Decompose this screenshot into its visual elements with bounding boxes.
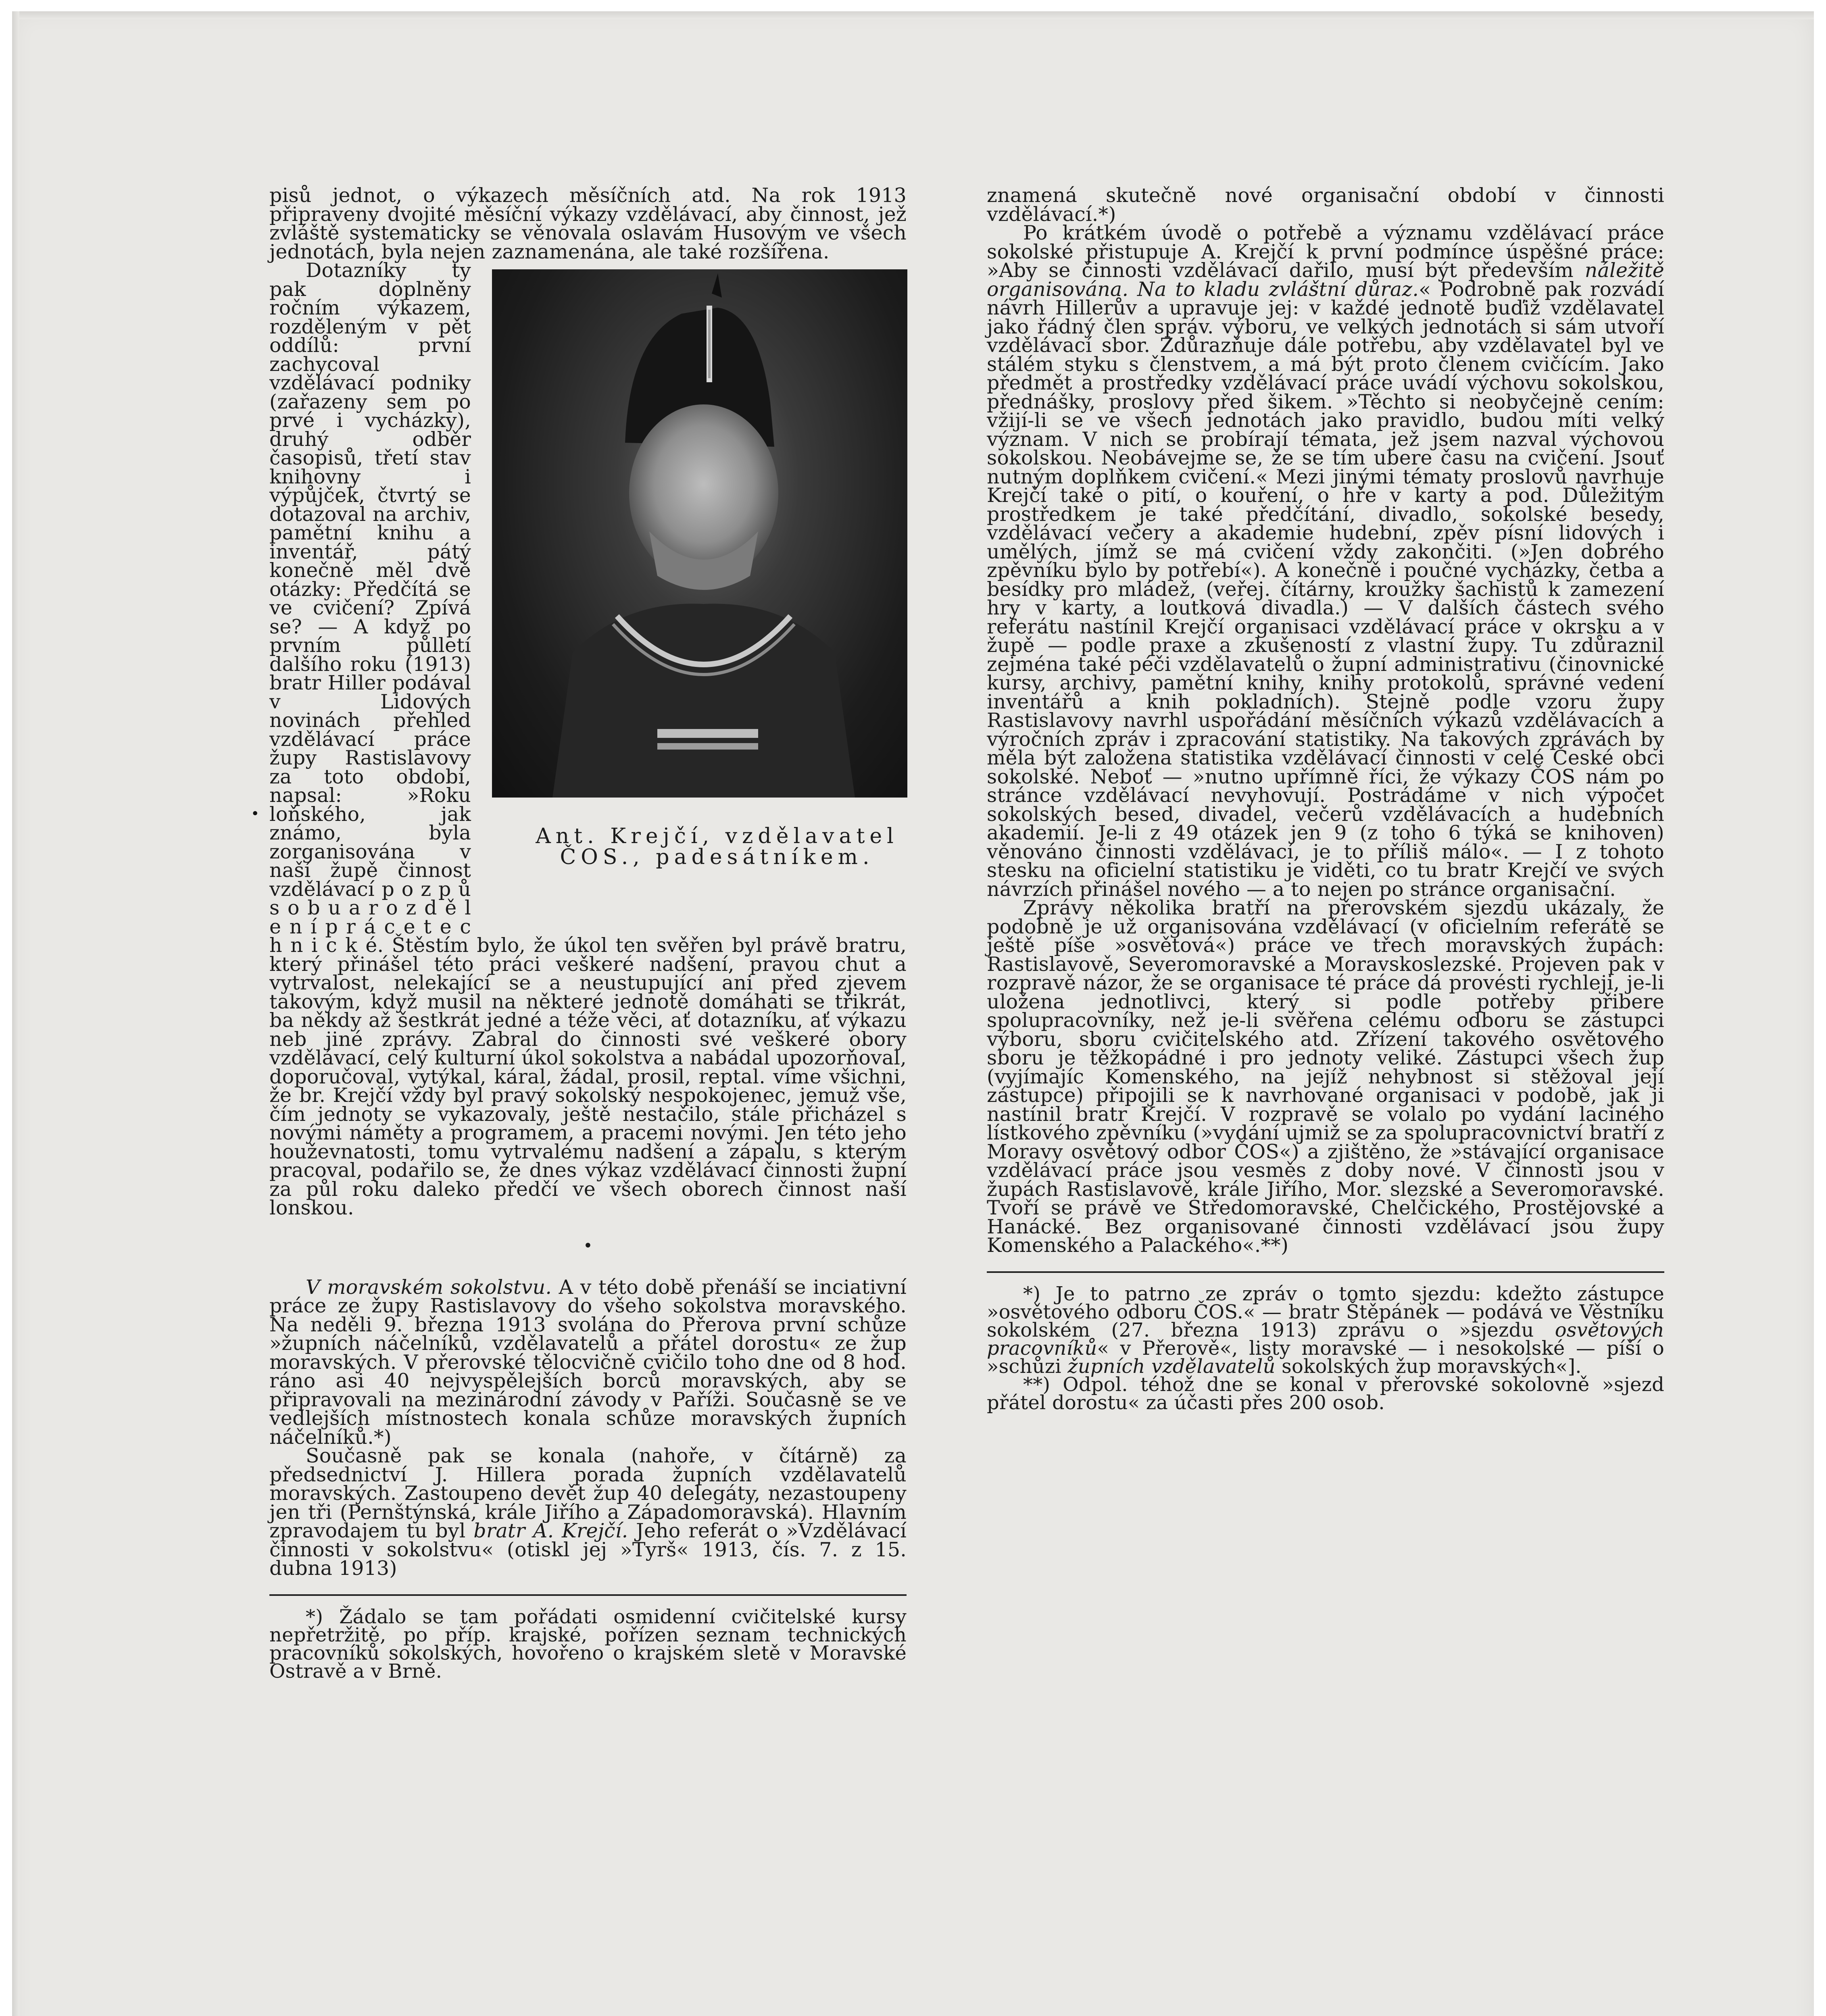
section-heading-moravia: V moravském sokolstvu. xyxy=(306,1275,552,1299)
left-footnotes xyxy=(269,1605,907,1683)
portrait-photo xyxy=(492,269,907,798)
margin-bullet: • xyxy=(251,806,260,822)
left-paragraph-3-text: A v této době přenáší se inciativní práce ze župy Rastislavovy do všeho sokolstva moravského. Na neděli 9. března 1913 svolána do Přerova první schůze »župních náčelníků, vzdělavatelů a přátel dorostu« ze žup moravských. V přerovské tělocvičně cvičilo toho dne od 8 hod. ráno asi 40 nejvyspělejších borců moravských, aby se připravovali na mezinárodní závody v Paříži. Současně se ve vedlejších místnostech konala schůze moravských župních náčelníků.*) xyxy=(269,1275,907,1449)
left-paragraph-2 xyxy=(269,261,907,1218)
right-column xyxy=(987,186,1664,1412)
section-separator: • xyxy=(583,1236,593,1255)
right-paragraph-2-text-a: Po krátkém úvodě o potřebě a významu vzdělávací práce sokolské přistupuje A. Krejčí k první podmínce úspěšné práce: »Aby se činnosti vzdělávací dařilo, musí být především xyxy=(987,221,1664,282)
left-column xyxy=(269,186,907,1681)
footnote-rule-left xyxy=(269,1594,907,1596)
left-paragraph-3 xyxy=(269,1275,907,1449)
portrait-illustration xyxy=(492,269,907,798)
right-footnote-2: **) Odpol. téhož dne se konal v přerovské sokolovně »sjezd přátel dorostu« za účasti přes 200 osob. xyxy=(987,1373,1664,1414)
right-paragraph-2-text-b: « Podrobně pak rozvádí návrh Hillerův a upravuje jej: v každé jednotě buďiž vzdělavatel jako řádný člen správ. výboru, ve velkých jednotách si sám utvoří vzdělávací sbor. Zdůrazňuje dále potřebu, aby vzdělavatel byl ve stálém styku s členstvem, a má být proto členem cvičícím. Jako předmět a prostředky vzdělávací práce uvádí výchovu sokolskou, přednášky, proslovy před šikem. »Těchto si neobyčejně cením: vžijí-li se ve všech jednotách jako pravidlo, budou míti velký význam. V nich se probírají témata, jež jsem nazval výchovou sokolskou. Neobávejme se, že se tím ubere času na cvičení. Jsouť nutným doplňkem cvičení.« Mezi jinými tématy proslovů navrhuje Krejčí také o pití, o kouření, o hře v karty a pod. Důležitým prostředkem je také předčítání, divadlo, sokolské besedy, vzdělávací večery a akademie hudební, zpěv písní lidových i umělých, jímž se má cvičení vždy zakončiti. (»Jen dobrého zpěvníku bylo by potřebí«). A konečně i poučné vycházky, četba a besídky pro mládež, (veřej. čítárny, kroužky šachistů k zamezení hry v karty, a loutková divadla.) — V dalších částech svého referátu nastínil Krejčí organisaci vzdělávací práce v okrsku a v župě — podle praxe a zkušeností z vlastní župy. Tu zdůraznil zejména také péči vzdělavatelů o župní administrativu (činovnické kursy, archivy, pamětní knihy, knihy protokolů, správné vedení inventářů a knih pokladních). Stejně podle vzoru župy Rastislavovy navrhl uspořádání měsíčních výkazů vzdělávacích a výročních zpráv i zpracování statistiky. Na takových zprávách by měla být založena statistika vzdělávací činnosti v celé České obci sokolské. Neboť — »nutno upřímně říci, že výkazy ČOS nám po stránce vzdělávací nevyhovují. Postrádáme v nich výpočet sokolských besed, divadel, večerů vzdělávacích a hudebních akademií. Je-li z 49 otázek jen 9 (z toho 6 týká se knihoven) věnováno činnosti vzdělávací, je to příliš málo«. — I z tohoto stesku na oficielní statistiku je viděti, co tu bratr Krejčí ve svých návrzích přinášel nového — a to nejen po stránce organisační. xyxy=(987,277,1664,901)
scan-top-edge xyxy=(12,11,1814,19)
left-paragraph-2-text: Dotazníky ty pak doplněny ročním výkazem, rozděleným v pět oddílů: první zachycoval vzdělávací podniky (zařazeny sem po prvé i vycházky), druhý odběr časopisů, třetí stav knihovny i výpůjček, čtvrtý se dotazoval na archiv, pamětní knihu a inventář, pátý konečně měl dvě otázky: Předčítá se ve cvičení? Zpívá se? — A když po prvním půlletí dalšího roku (1913) bratr Hiller podával v Lidových novinách přehled vzdělávací práce župy Rastislavovy za toto období, napsal: »Roku loňského, jak známo, byla zorganisována v naší župě činnost vzdělávací p o z p ů s o b u a r o z d ě l e n í p r á c e t e c h n i c k é. Štěstím bylo, že úkol ten svěřen byl právě bratru, který přinášel této práci veškeré nadšení, pravou chut a vytrvalost, nelekající se a neustupující ani před zjevem takovým, když musil na některé jednotě domáhati se třikrát, ba někdy až šestkrát jedné a téže věci, ať dotazníku, ať výkazu neb jiné zprávy. Zabral do činnosti své veškeré obory vzdělávací, celý kulturní úkol sokolstva a nabádal upozorňoval, doporučoval, vytýkal, káral, žádal, prosil, reptal. víme všichni, že br. Krejčí vždy byl pravý sokolský nespokojenec, jemuž vše, čím jednoty se vykazovaly, ještě nestačilo, stále přicházel s novými náměty a programem, a pracemi novými. Jen této jeho houževnatosti, tomu vytrvalému nadšení a zápalu, s kterým pracoval, podařilo se, že dnes výkaz vzdělávací činnosti župní za půl roku daleko předčí ve všech oborech činnost naší lonskou. xyxy=(269,259,907,1219)
right-paragraph-2-emphasis: náležitě organisována. Na to kladu zvláštní důraz. xyxy=(987,259,1664,301)
right-footnote-1-text-b: « v Přerově«, listy moravské — i nesokolské — píší o »schůzi xyxy=(987,1337,1664,1378)
left-paragraph-4-text-b: Jeho referát o »Vzdělávací činnosti v sokolstvu« (otiskl jej »Tyrš« 1913, čís. 7. z 15. dubna 1913) xyxy=(269,1519,907,1580)
right-footnote-1-text-c: sokolských žup moravských«]. xyxy=(1275,1355,1582,1378)
scan-left-edge xyxy=(12,11,19,2016)
right-paragraph-3: Zprávy několika bratří na přerovském sjezdu ukázaly, že podobně je už organisována vzdělávací (v oficielním referátě se ještě píše »osvětová«) práce ve třech moravských župách: Rastislavově, Severomoravské a Moravskoslezské. Projeven pak v rozpravě názor, že se organisace té práce dá provésti rychleji, je-li uložena jednotlivci, který si podle potřeby přibere spolupracovníky, než je-li svěřena celému odboru se zástupci výboru, sboru cvičitelského atd. Zřízení takového osvětového sboru je těžkopádné i pro jednoty veliké. Zástupci všech žup (vyjímajíc Komenského, na jejíž nehybnost si stěžoval její zástupce) připojili se k navrhované organisaci v podobě, jak ji nastínil bratr Krejčí. V rozpravě se volalo po vydání laciného lístkového zpěvníku (»vydání ujmiž se za spolupracovnictví bratří z Moravy osvětový odbor ČOS«) a zjištěno, že »stávající organisace vzdělávací práce jsou vesměs z doby nové. V činnosti jsou v župách Rastislavově, krále Jiřího, Mor. slezské a Severomoravské. Tvoří se právě ve Středomoravské, Chelčického, Prostějovské a Hanácké. Bez organisované činnosti vzdělávací jsou župy Komenského a Palackého«.**) xyxy=(987,896,1664,1257)
right-footnote-1-emphasis-1: osvětových pracovníků xyxy=(987,1318,1664,1360)
left-paragraph-4 xyxy=(269,1444,907,1580)
right-paragraph-1: znamená skutečně nové organisační období v činnosti vzdělávací.*) xyxy=(987,184,1664,226)
portrait-figure xyxy=(487,269,911,918)
left-paragraph-4-text-a: Současně pak se konala (nahoře, v čítárně) za předsednictví J. Hillera porada župních vzdělavatelů moravských. Zastoupeno devět žup 40 delegáty, nezastoupeny jen tři (Pernštýnská, krále Jiřího a Západomoravská). Hlavním zpravodajem tu byl xyxy=(269,1444,907,1542)
figure-caption xyxy=(487,826,911,868)
left-footnote-1: *) Žádalo se tam pořádati osmidenní cvičitelské kursy nepřetržitě, po příp. krajské, pořízen seznam technických pracovníků sokolských, hovořeno o krajském sletě v Moravské Ostravě a v Brně. xyxy=(269,1605,907,1683)
right-footnote-1 xyxy=(987,1282,1664,1378)
caption-line-1: Ant. Krejčí, vzdělavatel xyxy=(536,824,898,848)
right-footnote-1-emphasis-2: župních vzdělavatelů xyxy=(1067,1355,1276,1378)
right-footnote-1-text-a: *) Je to patrno ze zpráv o tomto sjezdu: kdežto zástupce »osvětového odboru ČOS.« — bratr Štěpánek — podává ve Věstníku sokolském (27. března 1913) zprávu o »sjezdu xyxy=(987,1282,1664,1341)
right-footnotes xyxy=(987,1282,1664,1414)
left-paragraph-4-emphasis: bratr A. Krejčí. xyxy=(473,1519,628,1542)
footnote-rule-right xyxy=(987,1271,1664,1273)
caption-line-2: ČOS., padesátníkem. xyxy=(560,845,874,869)
right-paragraph-2 xyxy=(987,221,1664,901)
left-paragraph-1: pisů jednot, o výkazech měsíčních atd. Na rok 1913 připraveny dvojité měsíční výkazy vzdělávací, aby činnost, jež zvláště systematicky se věnovala oslavám Husovým ve všech jednotách, byla nejen zaznamenána, ale také rozšířena. xyxy=(269,184,907,263)
